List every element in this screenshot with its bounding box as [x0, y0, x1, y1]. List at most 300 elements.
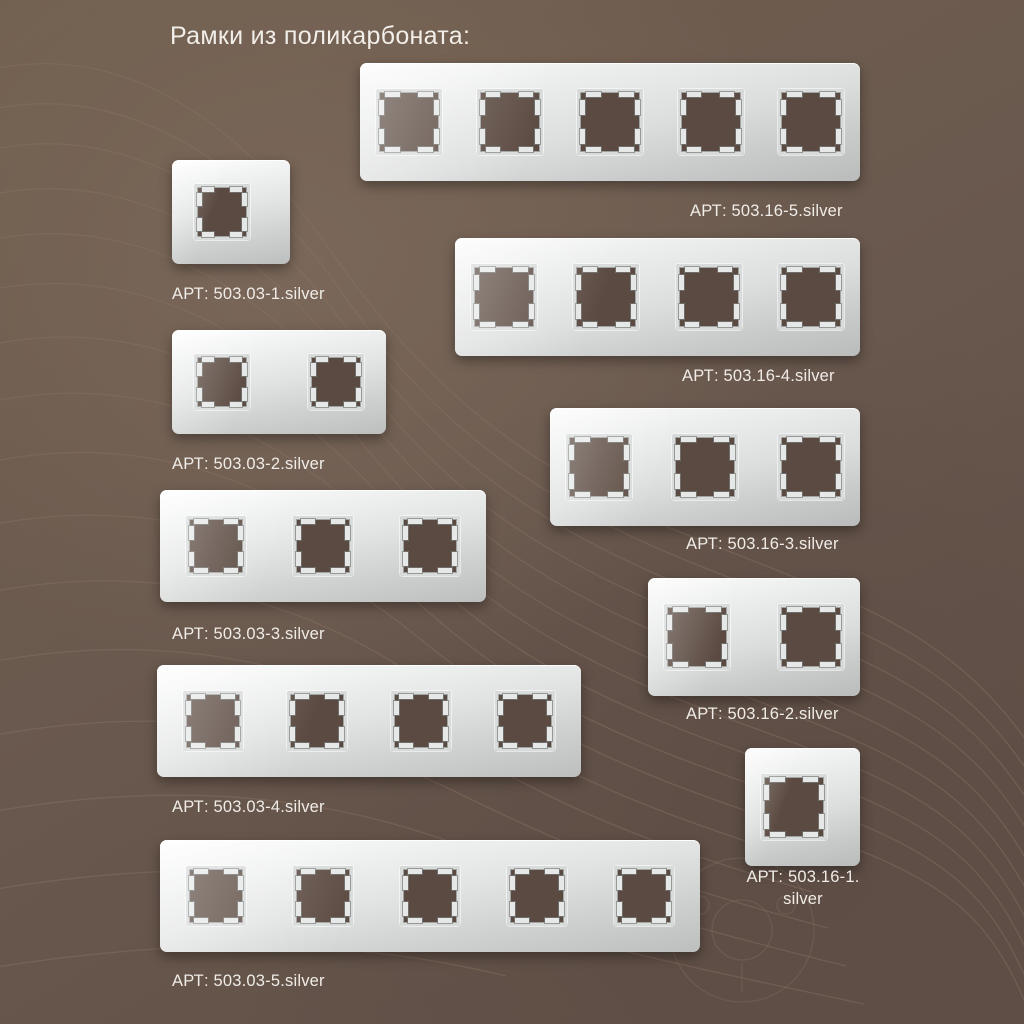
cutout-tab: [191, 694, 204, 699]
product-frame-503-03-1[interactable]: [172, 160, 290, 264]
cutout-tab: [736, 100, 741, 116]
cutout-tab: [635, 100, 640, 116]
cutout-tab: [515, 918, 528, 923]
cutout-tab: [586, 147, 601, 152]
cutout-tab: [575, 492, 590, 497]
cutout-tab: [434, 129, 439, 145]
cutout-aperture: [495, 691, 555, 751]
cutout-tab: [325, 694, 338, 699]
frame-body: [172, 330, 386, 434]
cutout-tab: [194, 918, 207, 923]
cutout-group: [648, 578, 860, 696]
cutout-tab: [547, 701, 552, 715]
product-frame-503-16-4[interactable]: [455, 238, 860, 356]
cutout-tab: [529, 304, 534, 320]
cutout-tab: [622, 869, 635, 874]
cutout-tab: [339, 701, 344, 715]
cutout-tab: [452, 876, 457, 890]
cutout-tab: [235, 701, 240, 715]
cutout-tab: [836, 644, 841, 660]
cutout-tab: [687, 147, 702, 152]
frame-body: [172, 160, 290, 264]
cutout-tab: [770, 832, 785, 837]
cutout-aperture: [293, 866, 353, 926]
cutout-tab: [820, 322, 835, 327]
cutout-tab: [559, 876, 564, 890]
cutout-tab: [438, 568, 451, 573]
cutout-tab: [230, 187, 242, 192]
cutout-tab: [186, 727, 191, 741]
cutout-tab: [583, 322, 598, 327]
cutout-tab: [480, 100, 485, 116]
cutout-aperture: [507, 866, 567, 926]
cutout-tab: [194, 869, 207, 874]
cutout-group: [455, 238, 860, 356]
cutout-tab: [452, 902, 457, 916]
cutout-tab: [403, 876, 408, 890]
cutout-tab: [533, 694, 546, 699]
cutout-aperture: [391, 691, 451, 751]
product-caption-503-16-2: АРТ: 503.16-2.silver: [686, 705, 839, 723]
cutout-tab: [617, 902, 622, 916]
page-title: Рамки из поликарбоната:: [170, 22, 471, 50]
cutout-tab: [820, 492, 835, 497]
cutout-tab: [403, 552, 408, 566]
cutout-tab: [394, 701, 399, 715]
cutout-tab: [619, 92, 634, 97]
cutout-tab: [575, 437, 590, 442]
cutout-tab: [580, 100, 585, 116]
product-frame-503-16-5[interactable]: [360, 63, 860, 181]
cutout-tab: [301, 519, 314, 524]
cutout-tab: [685, 267, 700, 272]
product-caption-503-03-2: АРТ: 503.03-2.silver: [172, 455, 325, 473]
product-frame-503-16-2[interactable]: [648, 578, 860, 696]
cutout-tab: [434, 100, 439, 116]
cutout-tab: [803, 832, 818, 837]
cutout-aperture: [778, 434, 844, 500]
cutout-tab: [722, 644, 727, 660]
cutout-tab: [608, 437, 623, 442]
cutout-tab: [221, 694, 234, 699]
cutout-tab: [652, 918, 665, 923]
cutout-tab: [486, 147, 501, 152]
cutout-tab: [224, 918, 237, 923]
cutout-tab: [781, 275, 786, 291]
cutout-tab: [238, 552, 243, 566]
cutout-tab: [242, 363, 247, 376]
cutout-tab: [230, 402, 242, 407]
cutout-tab: [819, 785, 824, 801]
cutout-tab: [408, 568, 421, 573]
cutout-group: [160, 840, 700, 952]
cutout-tab: [331, 519, 344, 524]
cutout-tab: [635, 129, 640, 145]
cutout-tab: [438, 869, 451, 874]
cutout-tab: [836, 129, 841, 145]
cutout-tab: [652, 869, 665, 874]
cutout-tab: [730, 474, 735, 490]
cutout-aperture: [676, 264, 742, 330]
cutout-group: [172, 330, 386, 434]
cutout-tab: [836, 100, 841, 116]
product-frame-503-03-5[interactable]: [160, 840, 700, 952]
cutout-tab: [403, 902, 408, 916]
cutout-tab: [443, 701, 448, 715]
cutout-tab: [345, 526, 350, 540]
cutout-tab: [616, 322, 631, 327]
cutout-tab: [474, 275, 479, 291]
cutout-aperture: [577, 89, 643, 155]
cutout-tab: [311, 388, 316, 401]
cutout-tab: [498, 701, 503, 715]
cutout-aperture: [186, 516, 246, 576]
cutout-tab: [418, 92, 433, 97]
cutout-aperture: [194, 354, 250, 410]
cutout-tab: [617, 876, 622, 890]
cutout-tab: [202, 357, 214, 362]
cutout-tab: [202, 402, 214, 407]
cutout-tab: [189, 876, 194, 890]
cutout-tab: [513, 322, 528, 327]
cutout-tab: [706, 662, 721, 667]
cutout-tab: [301, 918, 314, 923]
cutout-tab: [513, 267, 528, 272]
cutout-tab: [519, 147, 534, 152]
cutout-tab: [673, 662, 688, 667]
cutout-tab: [189, 526, 194, 540]
product-caption-503-16-1: АРТ: 503.16-1. silver: [746, 868, 860, 909]
cutout-tab: [624, 474, 629, 490]
cutout-tab: [399, 743, 412, 748]
cutout-tab: [687, 92, 702, 97]
cutout-tab: [301, 568, 314, 573]
cutout-tab: [385, 147, 400, 152]
cutout-tab: [194, 568, 207, 573]
cutout-tab: [679, 275, 684, 291]
cutout-tab: [681, 100, 686, 116]
cutout-group: [550, 408, 860, 526]
cutout-tab: [547, 727, 552, 741]
cutout-tab: [408, 918, 421, 923]
cutout-aperture: [477, 89, 543, 155]
cutout-aperture: [400, 866, 460, 926]
cutout-aperture: [293, 516, 353, 576]
cutout-tab: [408, 519, 421, 524]
cutout-tab: [311, 363, 316, 376]
cutout-tab: [836, 304, 841, 320]
cutout-aperture: [664, 604, 730, 670]
cutout-tab: [631, 275, 636, 291]
cutout-tab: [820, 437, 835, 442]
cutout-tab: [345, 902, 350, 916]
cutout-tab: [681, 437, 696, 442]
cutout-tab: [673, 607, 688, 612]
product-frame-503-03-2[interactable]: [172, 330, 386, 434]
cutout-tab: [787, 492, 802, 497]
cutout-tab: [331, 869, 344, 874]
cutout-tab: [576, 304, 581, 320]
cutout-tab: [296, 876, 301, 890]
cutout-tab: [624, 445, 629, 461]
cutout-tab: [681, 492, 696, 497]
cutout-tab: [583, 267, 598, 272]
cutout-aperture: [186, 866, 246, 926]
cutout-tab: [718, 267, 733, 272]
cutout-tab: [569, 445, 574, 461]
cutout-tab: [296, 902, 301, 916]
cutout-tab: [569, 474, 574, 490]
cutout-tab: [379, 129, 384, 145]
cutout-tab: [681, 129, 686, 145]
cutout-group: [172, 160, 290, 264]
cutout-tab: [764, 814, 769, 830]
cutout-tab: [734, 304, 739, 320]
frame-body: [160, 840, 700, 952]
cutout-tab: [480, 129, 485, 145]
cutout-aperture: [678, 89, 744, 155]
cutout-tab: [781, 615, 786, 631]
cutout-tab: [344, 357, 356, 362]
cutout-tab: [836, 445, 841, 461]
frame-body: [550, 408, 860, 526]
product-frame-503-16-3[interactable]: [550, 408, 860, 526]
product-caption-503-03-4: АРТ: 503.03-4.silver: [172, 798, 325, 816]
cutout-tab: [608, 492, 623, 497]
cutout-tab: [667, 644, 672, 660]
cutout-aperture: [471, 264, 537, 330]
cutout-tab: [345, 552, 350, 566]
cutout-tab: [331, 568, 344, 573]
cutout-tab: [666, 876, 671, 890]
cutout-tab: [345, 876, 350, 890]
cutout-tab: [781, 100, 786, 116]
cutout-tab: [399, 694, 412, 699]
cutout-tab: [515, 869, 528, 874]
frame-body: [455, 238, 860, 356]
cutout-tab: [408, 869, 421, 874]
cutout-tab: [764, 785, 769, 801]
cutout-tab: [631, 304, 636, 320]
cutout-tab: [197, 363, 202, 376]
cutout-tab: [781, 644, 786, 660]
cutout-tab: [191, 743, 204, 748]
product-caption-503-03-3: АРТ: 503.03-3.silver: [172, 625, 325, 643]
product-caption-503-16-4: АРТ: 503.16-4.silver: [682, 367, 835, 385]
cutout-tab: [325, 743, 338, 748]
frame-body: [648, 578, 860, 696]
cutout-tab: [718, 322, 733, 327]
cutout-aperture: [183, 691, 243, 751]
cutout-tab: [675, 445, 680, 461]
cutout-tab: [379, 100, 384, 116]
cutout-tab: [224, 568, 237, 573]
cutout-tab: [734, 275, 739, 291]
cutout-tab: [498, 727, 503, 741]
cutout-tab: [503, 694, 516, 699]
cutout-tab: [580, 129, 585, 145]
cutout-tab: [235, 727, 240, 741]
cutout-tab: [295, 743, 308, 748]
cutout-tab: [730, 445, 735, 461]
cutout-tab: [238, 902, 243, 916]
cutout-tab: [202, 232, 214, 237]
cutout-tab: [820, 662, 835, 667]
product-frame-503-03-4[interactable]: [157, 665, 581, 777]
frame-body: [745, 748, 860, 866]
cutout-tab: [533, 743, 546, 748]
frame-body: [160, 490, 486, 602]
cutout-tab: [836, 275, 841, 291]
product-frame-503-16-1[interactable]: [745, 748, 860, 866]
cutout-tab: [331, 918, 344, 923]
cutout-tab: [452, 552, 457, 566]
product-caption-503-16-5: АРТ: 503.16-5.silver: [690, 202, 843, 220]
cutout-aperture: [672, 434, 738, 500]
cutout-tab: [787, 662, 802, 667]
cutout-tab: [356, 388, 361, 401]
cutout-tab: [290, 701, 295, 715]
product-caption-503-03-5: АРТ: 503.03-5.silver: [172, 972, 325, 990]
cutout-tab: [781, 304, 786, 320]
cutout-tab: [189, 902, 194, 916]
cutout-tab: [316, 402, 328, 407]
cutout-tab: [385, 92, 400, 97]
cutout-tab: [545, 869, 558, 874]
cutout-tab: [529, 275, 534, 291]
cutout-tab: [720, 147, 735, 152]
cutout-tab: [787, 322, 802, 327]
cutout-tab: [675, 474, 680, 490]
cutout-tab: [803, 777, 818, 782]
cutout-tab: [242, 388, 247, 401]
cutout-tab: [781, 129, 786, 145]
cutout-aperture: [566, 434, 632, 500]
cutout-tab: [787, 607, 802, 612]
cutout-tab: [443, 727, 448, 741]
cutout-tab: [787, 92, 802, 97]
cutout-tab: [586, 92, 601, 97]
cutout-tab: [685, 322, 700, 327]
cutout-tab: [619, 147, 634, 152]
cutout-group: [360, 63, 860, 181]
cutout-tab: [679, 304, 684, 320]
cutout-aperture: [376, 89, 442, 155]
cutout-tab: [480, 267, 495, 272]
cutout-tab: [545, 918, 558, 923]
cutout-tab: [429, 743, 442, 748]
cutout-tab: [238, 876, 243, 890]
cutout-aperture: [400, 516, 460, 576]
cutout-tab: [197, 388, 202, 401]
cutout-aperture: [778, 89, 844, 155]
cutout-tab: [474, 304, 479, 320]
cutout-tab: [224, 869, 237, 874]
cutout-tab: [295, 694, 308, 699]
cutout-tab: [781, 474, 786, 490]
cutout-tab: [197, 193, 202, 206]
cutout-tab: [356, 363, 361, 376]
cutout-tab: [230, 357, 242, 362]
cutout-tab: [535, 100, 540, 116]
cutout-tab: [714, 437, 729, 442]
cutout-tab: [820, 147, 835, 152]
cutout-group: [745, 748, 860, 866]
cutout-tab: [186, 701, 191, 715]
cutout-tab: [194, 519, 207, 524]
frame-body: [360, 63, 860, 181]
cutout-tab: [519, 92, 534, 97]
cutout-tab: [781, 445, 786, 461]
cutout-tab: [714, 492, 729, 497]
cutout-tab: [820, 92, 835, 97]
product-caption-503-03-1: АРТ: 503.03-1.silver: [172, 285, 325, 303]
cutout-tab: [438, 918, 451, 923]
cutout-tab: [770, 777, 785, 782]
cutout-tab: [242, 218, 247, 231]
cutout-tab: [667, 615, 672, 631]
cutout-tab: [736, 129, 741, 145]
cutout-tab: [576, 275, 581, 291]
cutout-tab: [403, 526, 408, 540]
cutout-tab: [820, 267, 835, 272]
cutout-aperture: [308, 354, 364, 410]
cutout-tab: [510, 902, 515, 916]
cutout-tab: [301, 869, 314, 874]
cutout-tab: [503, 743, 516, 748]
cutout-tab: [296, 526, 301, 540]
cutout-tab: [486, 92, 501, 97]
cutout-group: [157, 665, 581, 777]
cutout-tab: [836, 474, 841, 490]
cutout-tab: [344, 402, 356, 407]
cutout-tab: [221, 743, 234, 748]
cutout-tab: [820, 607, 835, 612]
cutout-tab: [394, 727, 399, 741]
cutout-tab: [819, 814, 824, 830]
cutout-tab: [616, 267, 631, 272]
cutout-tab: [535, 129, 540, 145]
product-frame-503-03-3[interactable]: [160, 490, 486, 602]
cutout-tab: [787, 267, 802, 272]
frame-body: [157, 665, 581, 777]
cutout-aperture: [194, 184, 250, 240]
cutout-tab: [622, 918, 635, 923]
cutout-tab: [316, 357, 328, 362]
cutout-tab: [836, 615, 841, 631]
cutout-tab: [706, 607, 721, 612]
cutout-aperture: [778, 264, 844, 330]
cutout-tab: [189, 552, 194, 566]
cutout-tab: [510, 876, 515, 890]
cutout-tab: [429, 694, 442, 699]
cutout-tab: [418, 147, 433, 152]
cutout-aperture: [761, 774, 827, 840]
cutout-tab: [480, 322, 495, 327]
cutout-tab: [438, 519, 451, 524]
cutout-aperture: [287, 691, 347, 751]
cutout-tab: [224, 519, 237, 524]
cutout-tab: [787, 147, 802, 152]
product-caption-503-16-3: АРТ: 503.16-3.silver: [686, 535, 839, 553]
cutout-tab: [242, 193, 247, 206]
cutout-tab: [197, 218, 202, 231]
cutout-aperture: [778, 604, 844, 670]
cutout-tab: [666, 902, 671, 916]
cutout-tab: [720, 92, 735, 97]
cutout-tab: [787, 437, 802, 442]
cutout-aperture: [614, 866, 674, 926]
